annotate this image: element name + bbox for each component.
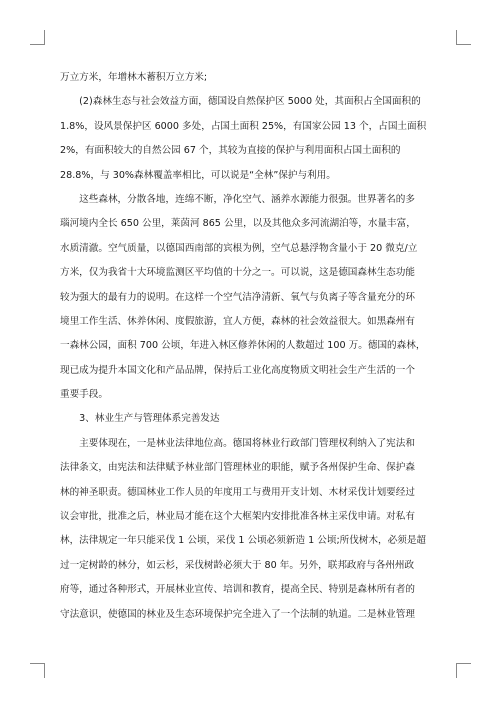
text-line: 1.8%，设风景保护区 6000 多处，占国土面积 25%，有国家公园 13 个，占国土面积 xyxy=(60,120,427,132)
text-line: 这些森林，分散各地，连绵不断，净化空气、涵养水源能力很强。世界著名的多 xyxy=(60,193,415,205)
heading-line: 3、林业生产与管理体系完善发达 xyxy=(60,413,220,425)
text-line: 重要手段。 xyxy=(60,389,108,401)
text-line: 万立方米，年增林木蓄积万立方米; xyxy=(60,72,208,83)
text-line: 法律条文，由宪法和法律赋予林业部门管理林业的职能，赋予各州保护生命、保护森 xyxy=(60,462,415,474)
text-line: 瑙河境内全长 650 公里，莱茵河 865 公里，以及其他众多河流湖泊等，水量丰富， xyxy=(60,218,416,230)
crop-mark-bottom-left xyxy=(30,663,45,678)
text-line: 境里工作生活、休养休闲、度假旅游，宜人方便，森林的社会效益很大。如黑森州有 xyxy=(60,315,415,327)
text-line: 28.8%，与 30%森林覆盖率相比，可以说是“全林”保护与利用。 xyxy=(60,169,336,181)
text-line: 方米，仅为我省十大环境监测区平均值的十分之一。可以说，这是德国森林生态功能 xyxy=(60,267,415,279)
paragraph xyxy=(60,188,440,408)
document-body xyxy=(60,66,440,627)
paragraph xyxy=(60,432,440,627)
text-line: 守法意识，使德国的林业及生态环境保护完全进入了一个法制的轨道。二是林业管理 xyxy=(60,608,415,620)
section-heading xyxy=(60,407,440,431)
text-line: 林，法律规定一年只能采伐 1 公顷，采伐 1 公顷必须新造 1 公顷;所伐树木，必须是超 xyxy=(60,535,427,547)
text-line: 2%，有面积较大的自然公园 67 个，其较为直接的保护与利用面积占国土面积的 xyxy=(60,145,401,157)
text-line: 主要体现在，一是林业法律地位高。德国将林业行政部门管理权利纳入了宪法和 xyxy=(60,437,415,449)
crop-mark-top-left xyxy=(30,30,45,45)
paragraph xyxy=(60,66,440,90)
text-line: 现已成为提升本国文化和产品品牌，保持后工业化高度物质文明社会生产生活的一个 xyxy=(60,364,415,376)
text-line: 较为强大的最有力的说明。在这样一个空气洁净清新、氧气与负离子等含量充分的环 xyxy=(60,291,415,303)
text-line: 府等，通过各种形式，开展林业宣传、培训和教育，提高全民、特别是森林所有者的 xyxy=(60,584,415,596)
crop-mark-bottom-right xyxy=(456,663,471,678)
text-line: (2)森林生态与社会效益方面，德国设自然保护区 5000 处，其面积占全国面积的 xyxy=(60,96,421,108)
text-line: 一森林公园，面积 700 公顷，年进入林区修养休闲的人数超过 100 万。德国的森林， xyxy=(60,340,426,352)
text-line: 议会审批，批准之后，林业局才能在这个大框架内安排批准各林主采伐申请。对私有 xyxy=(60,511,415,523)
text-line: 林的神圣职责。德国林业工作人员的年度用工与费用开支计划、木材采伐计划要经过 xyxy=(60,486,415,498)
paragraph xyxy=(60,90,440,188)
text-line: 过一定树龄的林分，如云杉，采伐树龄必须大于 80 年。另外，联邦政府与各州州政 xyxy=(60,559,415,571)
crop-mark-top-right xyxy=(456,30,471,45)
text-line: 水质清澈。空气质量，以德国西南部的宾根为例，空气总悬浮物含量小于 20 微克/立 xyxy=(60,242,418,254)
